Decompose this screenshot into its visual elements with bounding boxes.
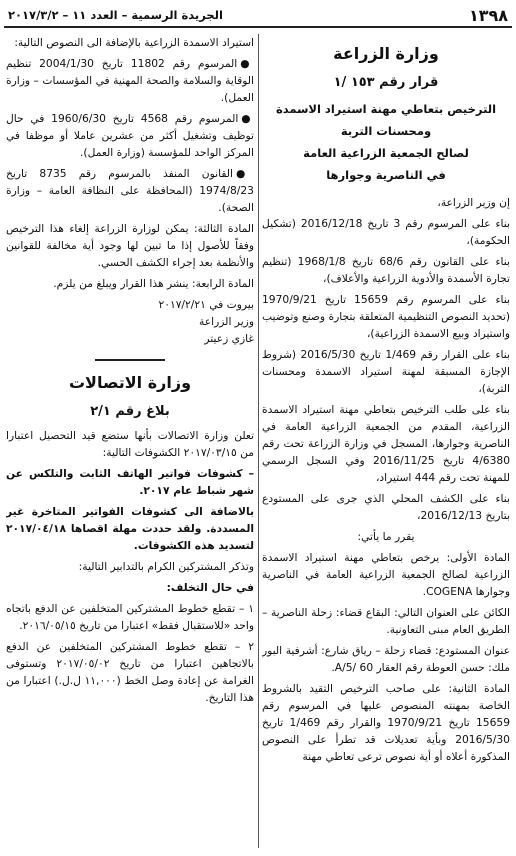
bullet-item xyxy=(6,110,254,161)
decree-number: قرار رقم ١٥٣ /١ xyxy=(333,75,439,90)
article-1: المادة الأولى: يرخص بتعاطي مهنة استيراد الاسمدة الزراعية لصالح الجمعية الزراعية العامة في الناصرية وجوارها COGENA. xyxy=(262,551,510,598)
paragraph: إن وزير الزراعة، xyxy=(437,196,510,209)
sign-title: وزير الزراعة xyxy=(199,315,254,328)
paragraph: بناء على القرار رقم 1/469 تاريخ 2016/5/30 (شروط الإجازة المسبقة لمهنة استيراد الاسمدة ومحسنات التربة)، xyxy=(262,348,510,395)
paragraph: وتذكر المشتركين الكرام بالتدابير التالية: xyxy=(78,560,254,573)
bullet-icon: ● xyxy=(241,112,254,125)
page-header xyxy=(4,4,512,28)
bullet-icon: ● xyxy=(235,167,254,180)
sign-name: غازي زعيتر xyxy=(204,332,254,345)
paragraph: في حال التخلف: xyxy=(166,581,254,594)
section-separator xyxy=(95,359,165,361)
bullet-text: المرسوم رقم 11802 تاريخ 2004/1/30 تنظيم الوقاية والسلامة والصحة المهنية في المؤسسات – وزارة العمل). xyxy=(6,57,254,104)
column-divider xyxy=(258,34,259,848)
decree-title-line: ومحسنات التربة xyxy=(340,124,432,138)
paragraph: بناء على طلب الترخيص بتعاطي مهنة استيراد الاسمدة الزراعية، المقدم من الجمعية الزراعية العامة في الناصرية وجوارها، المسجل في وزارة الزراعة تحت رقم 4/6380 تاريخ 2016/11/25 وفي السجل الرسمي للمهنة تحت رقم 444 استيراد، xyxy=(262,403,510,484)
paragraph: استيراد الاسمدة الزراعية بالإضافة الى النصوص التالية: xyxy=(14,36,254,49)
right-column xyxy=(262,34,510,852)
bullet-item xyxy=(6,55,254,106)
paragraph: ٢ – تقطع خطوط المشتركين المتخلفين عن الدفع بالاتجاهين اعتبارا من تاريخ ٢٠١٧/٠٥/٠٢ وتستوفى الغرامة عن إعادة وصل الخط (١١,٠٠٠ ل.ل.) اعتبارا من هذا التاريخ. xyxy=(6,640,254,704)
ministry-agriculture-heading: وزارة الزراعة xyxy=(333,44,439,63)
article-4: المادة الرابعة: ينشر هذا القرار ويبلغ من يلزم. xyxy=(53,277,254,290)
paragraph: ١ – تقطع خطوط المشتركين المتخلفين عن الدفع باتجاه واحد «للاستقبال فقط» اعتبارا من تاريخ ٢٠١٦/٠٥/١٥. xyxy=(6,602,254,632)
paragraph: بناء على القانون رقم 68/6 تاريخ 1968/1/8 (تنظيم تجارة الأسمدة والأدوية الزراعية والأعلاف)، xyxy=(262,255,510,285)
bullet-item xyxy=(6,165,254,216)
bullet-text: القانون المنفذ بالمرسوم رقم 8735 تاريخ 1974/8/23 (المحافظة على النظافة العامة – وزارة الصحة). xyxy=(6,167,254,214)
page-number: ١٣٩٨ xyxy=(468,5,508,25)
bullet-icon: ● xyxy=(240,57,254,70)
paragraph: بالاضافة الى كشوفات الفواتير المتاخرة غير المسددة. ولقد حددت مهلة اقصاها ٢٠١٧/٠٤/١٨ لتسديد هذه الكشوفات. xyxy=(6,505,254,552)
paragraph: – كشوفات فواتير الهاتف الثابت والتلكس عن شهر شباط عام ٢٠١٧. xyxy=(6,467,254,497)
paragraph: الكائن على العنوان التالي: البقاع قضاء: زحلة الناصرية – الطريق العام مبنى التعاونية. xyxy=(262,606,510,636)
notice-number: بلاغ رقم ٢/١ xyxy=(90,404,170,419)
paragraph: بناء على المرسوم رقم 15659 تاريخ 1970/9/21 (تحديد النصوص التنظيمية المتعلقة بتجارة وصنع وتوضيب واستيراد وبيع الاسمدة الزراعية)، xyxy=(262,293,510,340)
paragraph: عنوان المستودع: قضاء زحلة – رياق شارع: أشرفية البور ملك: حسن العوطة رقم العقار 60 /A/5. xyxy=(262,644,510,674)
decree-title-line: الترخيص بتعاطي مهنة استيراد الاسمدة xyxy=(275,102,497,116)
decree-title-line: لصالح الجمعية الزراعية العامة xyxy=(303,146,469,160)
paragraph: بناء على المرسوم رقم 3 تاريخ 2016/12/18 (تشكيل الحكومة)، xyxy=(262,217,510,247)
left-column xyxy=(6,34,254,852)
bullet-text: المرسوم رقم 4568 تاريخ 1960/6/30 في حال توظيف وتشغيل أكثر من عشرين عاملا أو موظفا في المركز الواحد للمؤسسة (وزارة العمل). xyxy=(6,112,254,159)
sign-place-date: بيروت في ٢٠١٧/٢/٢١ xyxy=(158,298,254,311)
decides-line: يقرر ما يأتي: xyxy=(357,530,415,543)
decree-title-line: في الناصرية وجوارها xyxy=(326,168,446,182)
article-3: المادة الثالثة: يمكن لوزارة الزراعة إلغاء هذا الترخيص وفقاً للأصول إذا ما تبين لها وجود أية مخالفة للقوانين والأنظمة بعد إجراء الكشف الحسي. xyxy=(6,222,254,269)
ministry-telecom-heading: وزارة الاتصالات xyxy=(68,373,192,392)
article-2: المادة الثانية: على صاحب الترخيص التقيد بالشروط الخاصة بمهنته المنصوص عليها في المرسوم رقم 15659 تاريخ 1970/9/21 والقرار رقم 1/469 تاريخ 2016/5/30 وبأية تعديلات قد تطرأ على النصوص المذكورة أعلاه أو أية نصوص ترعى تعاطي مهنة xyxy=(262,682,510,763)
paragraph: بناء على الكشف المحلي الذي جرى على المستودع بتاريخ 2016/12/13، xyxy=(262,492,510,522)
issue-info: الجريدة الرسمية – العدد ١١ – ٢٠١٧/٣/٢ xyxy=(8,8,223,22)
paragraph: تعلن وزارة الاتصالات بأنها ستضع قيد التحصيل اعتبارا من ٢٠١٧/٠٣/١٥ الكشوفات التالية: xyxy=(6,429,254,459)
